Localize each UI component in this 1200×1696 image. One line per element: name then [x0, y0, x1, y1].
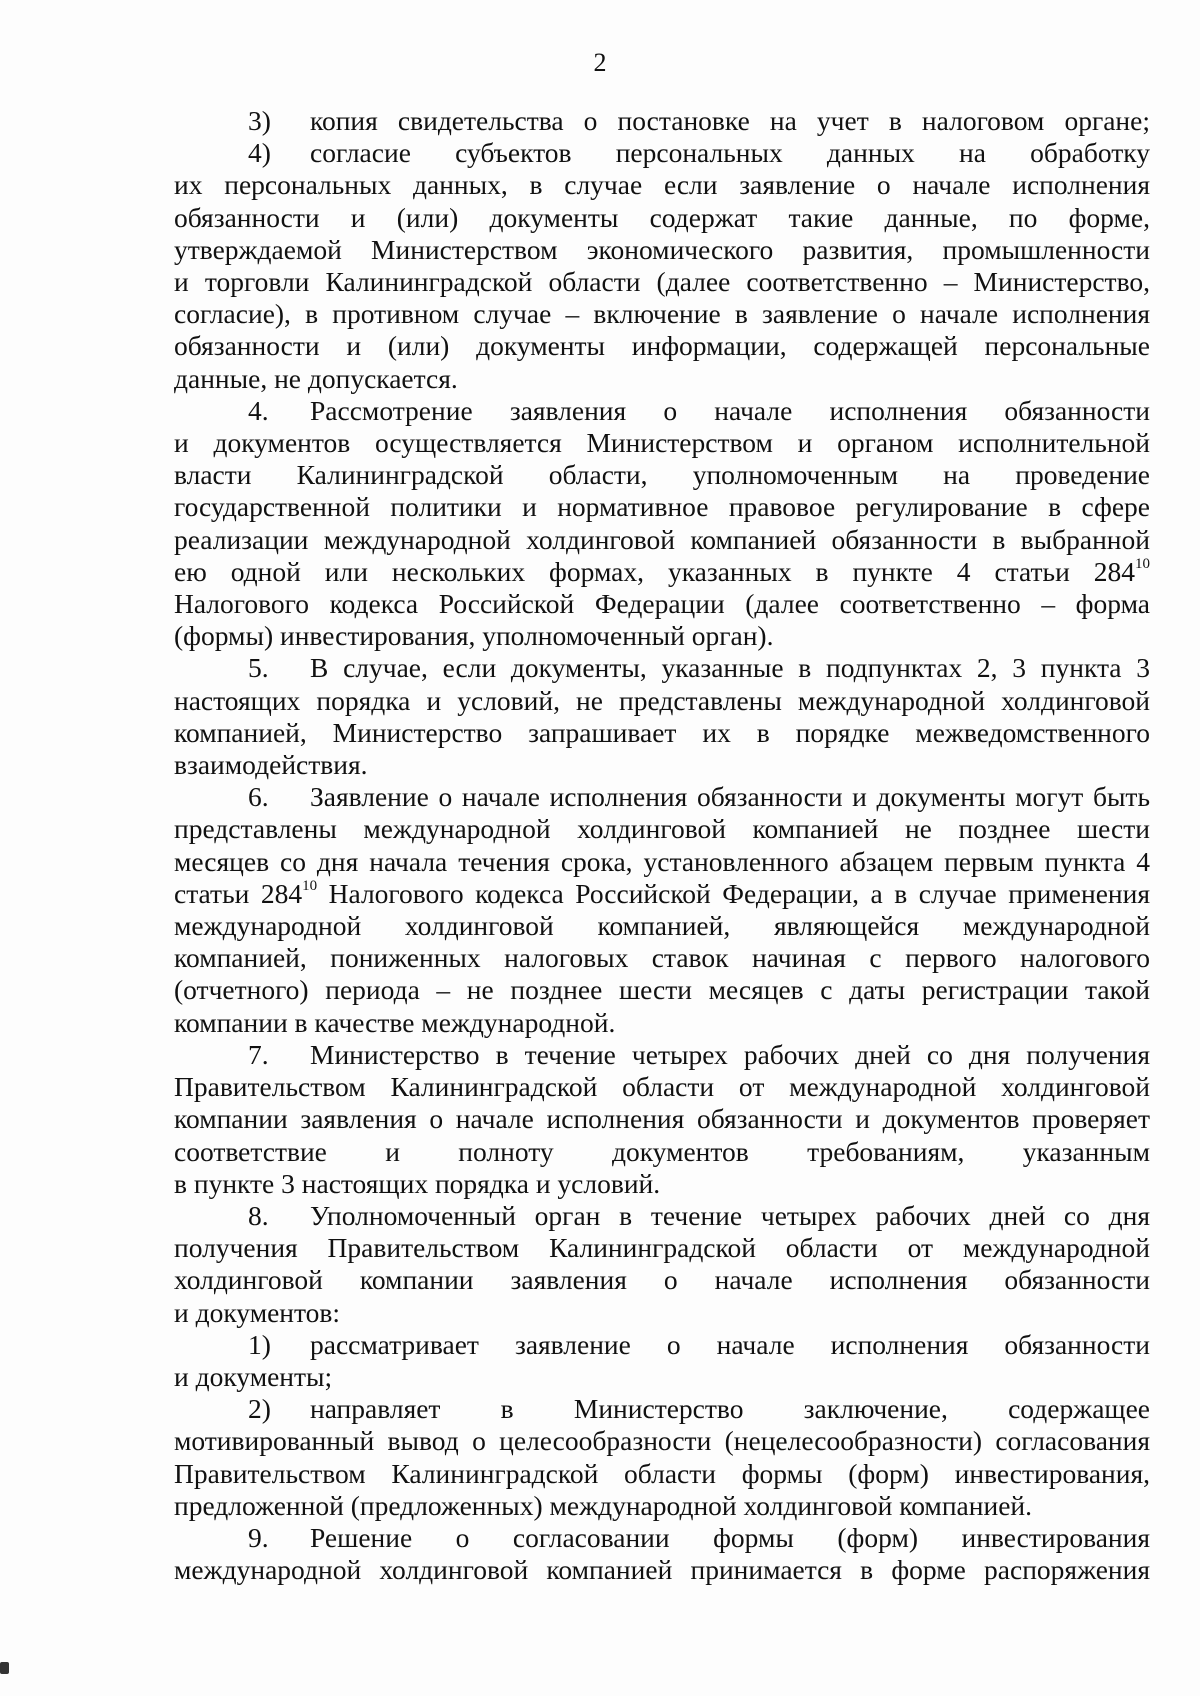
- text-line: холдинговой компании заявления о начале исполнения обязанности: [174, 1264, 1150, 1296]
- text-line: их персональных данных, в случае если заявление о начале исполнения: [174, 169, 1150, 201]
- paragraph-first-line: [174, 781, 1150, 813]
- text-line: (отчетного) периода – не позднее шести месяцев с даты регистрации такой: [174, 974, 1150, 1006]
- text-fragment: Налогового кодекса Российской Федерации, а в случае применения: [328, 877, 1151, 909]
- item-number: 8.: [248, 1199, 269, 1231]
- text-line: согласие), в противном случае – включение в заявление о начале исполнения: [174, 298, 1150, 330]
- text-line: государственной политики и нормативное правовое регулирование в сфере: [174, 491, 1150, 523]
- text-line: реализации международной холдинговой компанией обязанности в выбранной: [174, 523, 1150, 555]
- text-line: Правительством Калининградской области от международной холдинговой: [174, 1071, 1150, 1103]
- list-item: [174, 137, 1150, 169]
- item-number: 4.: [248, 394, 269, 426]
- text-line: Решение о согласовании формы (форм) инвестирования: [310, 1521, 1150, 1553]
- text-fragment: статьи 284: [174, 877, 303, 909]
- item-number: 1): [248, 1328, 271, 1360]
- item-number: 6.: [248, 781, 269, 813]
- item-number: 4): [248, 137, 271, 169]
- text-line: международной холдинговой компанией принимается в форме распоряжения: [174, 1554, 1150, 1586]
- list-item: [174, 105, 1150, 137]
- text-fragment: ею одной или нескольких формах, указанных в пункте 4 статьи 284: [174, 555, 1135, 587]
- paragraph-first-line: [174, 1039, 1150, 1071]
- text-line: и документов:: [174, 1296, 341, 1328]
- item-number: 9.: [248, 1521, 269, 1553]
- item-number: 5.: [248, 652, 269, 684]
- item-number: 7.: [248, 1038, 269, 1070]
- text-line: и документы;: [174, 1360, 333, 1392]
- paragraph-first-line: [174, 1200, 1150, 1232]
- text-line: (формы) инвестирования, уполномоченный орган).: [174, 620, 774, 652]
- text-line: взаимодействия.: [174, 749, 368, 781]
- text-line: рассматривает заявление о начале исполнения обязанности: [310, 1328, 1150, 1360]
- item-number: 2): [248, 1393, 271, 1425]
- text-line: копия свидетельства о постановке на учет в налоговом органе;: [310, 105, 1150, 136]
- text-line: Правительством Калининградской области формы (форм) инвестирования,: [174, 1457, 1150, 1489]
- text-line: компанией, пониженных налоговых ставок начиная с первого налогового: [174, 942, 1150, 974]
- text-line: утверждаемой Министерством экономического развития, промышленности: [174, 233, 1150, 265]
- text-line: Заявление о начале исполнения обязанности и документы могут быть: [310, 781, 1150, 813]
- text-line-with-superscript: [174, 878, 1150, 910]
- text-line: Министерство в течение четырех рабочих дней со дня получения: [310, 1038, 1150, 1070]
- text-line: месяцев со дня начала течения срока, установленного абзацем первым пункта 4: [174, 845, 1150, 877]
- text-line: и торговли Калининградской области (далее соответственно – Министерство,: [174, 266, 1150, 298]
- superscript: 10: [1135, 555, 1150, 572]
- paragraph-first-line: [174, 395, 1150, 427]
- text-line: получения Правительством Калининградской области от международной: [174, 1232, 1150, 1264]
- page-number: 2: [593, 48, 607, 77]
- text-line: Налогового кодекса Российской Федерации (далее соответственно – форма: [174, 588, 1150, 620]
- text-line: международной холдинговой компанией, являющейся международной: [174, 910, 1150, 942]
- text-line: предложенной (предложенных) международной холдинговой компанией.: [174, 1489, 1032, 1521]
- text-line: согласие субъектов персональных данных на обработку: [310, 137, 1150, 169]
- paragraph-first-line: [174, 652, 1150, 684]
- text-line: соответствие и полноту документов требованиям, указанным: [174, 1135, 1150, 1167]
- list-item: [174, 1329, 1150, 1361]
- text-line: обязанности и (или) документы содержат такие данные, по форме,: [174, 201, 1150, 233]
- text-line: власти Калининградской области, уполномоченным на проведение: [174, 459, 1150, 491]
- text-line: компанией, Министерство запрашивает их в порядке межведомственного: [174, 716, 1150, 748]
- text-line: и документов осуществляется Министерством и органом исполнительной: [174, 427, 1150, 459]
- text-line: представлены международной холдинговой компанией не позднее шести: [174, 813, 1150, 845]
- text-line: компании заявления о начале исполнения обязанности и документов проверяет: [174, 1103, 1150, 1135]
- list-item: [174, 1393, 1150, 1425]
- text-line: направляет в Министерство заключение, содержащее: [310, 1393, 1150, 1425]
- text-line: данные, не допускается.: [174, 362, 458, 394]
- text-line: мотивированный вывод о целесообразности (нецелесообразности) согласования: [174, 1425, 1150, 1457]
- text-line: Рассмотрение заявления о начале исполнения обязанности: [310, 394, 1150, 426]
- text-line: В случае, если документы, указанные в подпунктах 2, 3 пункта 3: [310, 652, 1150, 684]
- text-line: в пункте 3 настоящих порядка и условий.: [174, 1167, 661, 1199]
- item-number: 3): [248, 105, 271, 136]
- document-body: [174, 105, 1150, 1586]
- text-line: настоящих порядка и условий, не представлены международной холдинговой: [174, 684, 1150, 716]
- superscript: 10: [302, 877, 318, 894]
- text-line-with-superscript: [174, 556, 1150, 588]
- paragraph-first-line: [174, 1522, 1150, 1554]
- scan-mark: [0, 1662, 9, 1674]
- text-line: компании в качестве международной.: [174, 1006, 616, 1038]
- text-line: Уполномоченный орган в течение четырех рабочих дней со дня: [310, 1199, 1150, 1231]
- text-line: обязанности и (или) документы информации, содержащей персональные: [174, 330, 1150, 362]
